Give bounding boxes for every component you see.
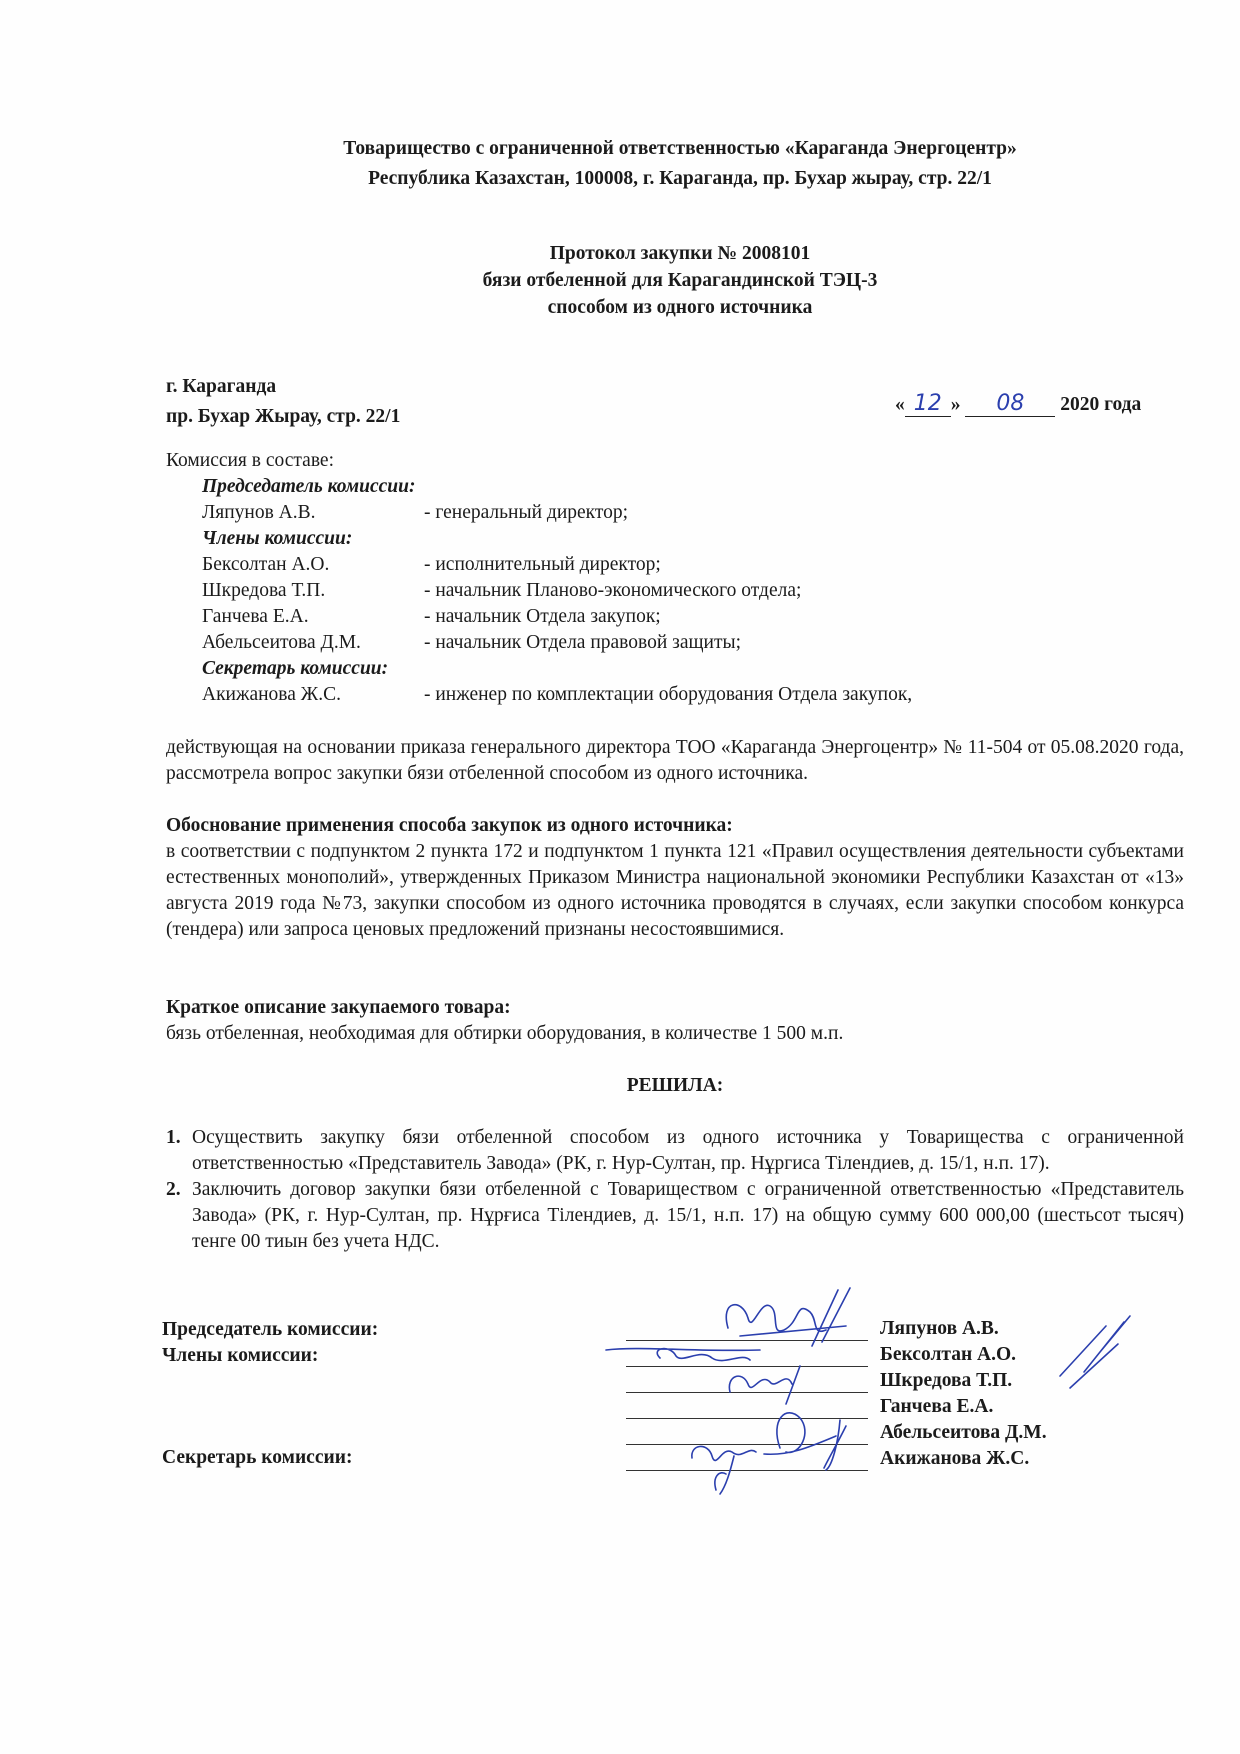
chair-heading: Председатель комиссии: — [202, 476, 416, 497]
member-name: Бексолтан А.О. — [202, 554, 330, 575]
signature-chair — [726, 1288, 850, 1346]
chair-label: Председатель комиссии: — [162, 1319, 379, 1340]
description-heading: Краткое описание закупаемого товара: — [166, 997, 511, 1018]
member-name: Ганчева Е.А. — [202, 606, 309, 627]
header-line-2: Республика Казахстан, 100008, г. Караганда, пр. Бухар жырау, стр. 22/1 — [368, 168, 992, 189]
date-close-quote: » — [950, 394, 961, 415]
member-name: Акижанова Ж.С. — [202, 684, 342, 705]
title-line-3: способом из одного источника — [547, 297, 813, 318]
basis-paragraph: действующая на основании приказа генерального директора ТОО «Караганда Энергоцентр» № 11-504 от 05.08.2020 года, рассмотрела вопрос закупки бязи отбеленной способом из одного источника. — [166, 737, 1184, 784]
date-year: 2020 года — [1060, 394, 1142, 415]
signatory-name: Абельсеитова Д.М. — [880, 1422, 1047, 1443]
signature-member-1 — [606, 1349, 760, 1361]
member-role: - исполнительный директор; — [424, 554, 661, 575]
place-city: г. Караганда — [166, 376, 277, 397]
member-role: - начальник Отдела закупок; — [424, 606, 661, 627]
members-heading: Члены комиссии: — [202, 528, 353, 549]
justification-heading: Обоснование применения способа закупок из одного источника: — [166, 815, 733, 836]
decision-item-number: 2. — [166, 1179, 181, 1200]
signature-member-3 — [764, 1413, 846, 1470]
member-role: - генеральный директор; — [424, 502, 629, 523]
members-label: Члены комиссии: — [162, 1345, 319, 1366]
decision-item-text: Заключить договор закупки бязи отбеленной с Товариществом с ограниченной ответственностью «Представитель Завода» (РК, г. Нур-Султан, пр. Нұрғиса Тілендиев, д. 15/1, н.п. 17) на общую сумму 600 000,00 (шестьсот тысяч) тенге 00 тиын без учета НДС. — [192, 1179, 1184, 1252]
justification-text: в соответствии с подпунктом 2 пункта 172 и подпунктом 1 пункта 121 «Правил осуществления деятельности субъектами естественных монополий», утвержденных Приказом Министра национальной экономики Республики Казахстан от «13» августа 2019 года №73, закупки способом из одного источника проводятся в случаях, если закупки способом конкурса (тендера) или запроса ценовых предложений признаны несостоявшимися. — [166, 841, 1184, 940]
signatory-name: Акижанова Ж.С. — [880, 1448, 1030, 1469]
date-open-quote: « — [895, 394, 905, 415]
place-address: пр. Бухар Жырау, стр. 22/1 — [166, 406, 401, 427]
decision-heading: РЕШИЛА: — [626, 1075, 724, 1096]
date-day: 12 — [905, 392, 951, 417]
member-role: - начальник Отдела правовой защиты; — [424, 632, 741, 653]
signature-secretary — [692, 1446, 756, 1494]
member-name: Абельсеитова Д.М. — [202, 632, 361, 653]
description-text: бязь отбеленная, необходимая для обтирки оборудования, в количестве 1 500 м.п. — [166, 1023, 844, 1044]
signatory-name: Бексолтан А.О. — [880, 1344, 1017, 1365]
signatory-name: Ганчева Е.А. — [880, 1396, 994, 1417]
decision-item-text: Осуществить закупку бязи отбеленной способом из одного источника у Товарищества с ограниченной ответственностью «Представитель Завода» (РК, г. Нур-Султан, пр. Нұргиса Тілендиев, д. 15/1, н.п. 17). — [192, 1127, 1184, 1174]
signatory-name: Шкредова Т.П. — [880, 1370, 1013, 1391]
header-line-1: Товарищество с ограниченной ответственностью «Караганда Энергоцентр» — [343, 138, 1017, 159]
member-role: - начальник Планово-экономического отдела; — [424, 580, 802, 601]
title-line-2: бязи отбеленной для Карагандинской ТЭЦ-3 — [482, 270, 878, 291]
signature-member-2 — [729, 1366, 800, 1404]
member-name: Шкредова Т.П. — [202, 580, 326, 601]
date-month: 08 — [965, 392, 1055, 417]
title-line-1: Протокол закупки № 2008101 — [549, 243, 811, 264]
member-name: Ляпунов А.В. — [202, 502, 316, 523]
secretary-heading: Секретарь комиссии: — [202, 658, 389, 679]
member-role: - инженер по комплектации оборудования Отдела закупок, — [424, 684, 913, 705]
secretary-label: Секретарь комиссии: — [162, 1447, 353, 1468]
commission-intro: Комиссия в составе: — [166, 450, 334, 471]
decision-item-number: 1. — [166, 1127, 181, 1148]
signature-stroke-right — [1060, 1316, 1130, 1388]
signatory-name: Ляпунов А.В. — [880, 1318, 999, 1339]
